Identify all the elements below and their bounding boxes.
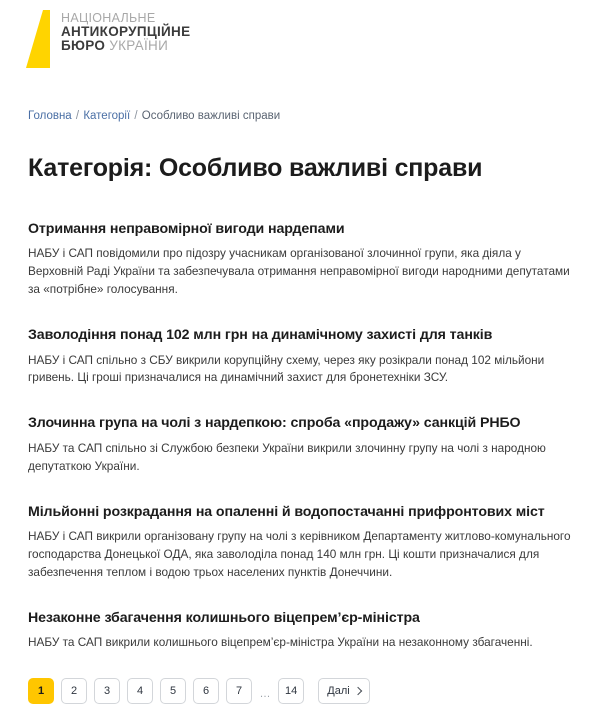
pagination — [0, 652, 611, 704]
list-item — [28, 326, 583, 387]
pagination-page-1[interactable]: 1 — [28, 678, 54, 704]
list-item — [28, 503, 583, 582]
breadcrumb — [0, 72, 611, 124]
article-list — [0, 183, 611, 652]
logo-bureau-word: БЮРО — [61, 37, 106, 53]
list-item — [28, 609, 583, 652]
pagination-next-button[interactable] — [318, 678, 369, 704]
logo-line-national: НАЦІОНАЛЬНЕ — [61, 11, 156, 25]
pagination-page-2[interactable]: 2 — [61, 678, 87, 704]
breadcrumb-link-home[interactable]: Головна — [28, 110, 72, 122]
article-excerpt: НАБУ та САП спільно зі Службою безпеки України викрили злочинну групу на чолі з народною депутаткою України. — [28, 440, 546, 473]
breadcrumb-separator: / — [134, 110, 138, 122]
pagination-ellipsis: … — [259, 688, 271, 701]
site-header — [0, 0, 611, 72]
article-title[interactable] — [28, 326, 583, 344]
breadcrumb-current: Особливо важливі справи — [141, 110, 281, 122]
article-title-link[interactable]: Отримання неправомірної вигоди нардепами — [28, 220, 345, 237]
article-title-link[interactable]: Незаконне збагачення колишнього віцепрем’єр-міністра — [28, 609, 420, 626]
pagination-page-last[interactable]: 14 — [278, 678, 304, 704]
pagination-page-5[interactable]: 5 — [160, 678, 186, 704]
article-title[interactable] — [28, 609, 583, 627]
article-title[interactable] — [28, 220, 583, 238]
pagination-page-4[interactable]: 4 — [127, 678, 153, 704]
logo-line-bureau — [61, 39, 190, 53]
pagination-page-6[interactable]: 6 — [193, 678, 219, 704]
article-excerpt: НАБУ та САП викрили колишнього віцепрем’єр-міністра України на незаконному збагаченні. — [28, 635, 533, 650]
article-title[interactable] — [28, 503, 583, 521]
pagination-page-3[interactable]: 3 — [94, 678, 120, 704]
page-title: Категорія: Особливо важливі справи — [28, 154, 483, 183]
nabu-flag-icon — [26, 10, 52, 68]
chevron-right-icon — [353, 687, 361, 695]
article-title-link[interactable]: Заволодіння понад 102 млн грн на динамічному захисті для танків — [28, 327, 493, 344]
article-excerpt: НАБУ і САП викрили організовану групу на чолі з керівником Департаменту житлово-комунального господарства Донецької ОДА, яка заволоділа понад 140 млн грн. Ці кошти призначалися для забезпечення теплом і водою трьох населених пунктів Донеччини. — [28, 529, 571, 579]
list-item — [28, 414, 583, 475]
logo-line-anticorruption: АНТИКОРУПЦІЙНЕ — [61, 23, 191, 39]
list-item — [28, 220, 583, 299]
pagination-page-7[interactable]: 7 — [226, 678, 252, 704]
pagination-next-label: Далі — [327, 685, 350, 698]
article-title[interactable] — [28, 414, 583, 432]
breadcrumb-link-categories[interactable]: Категорії — [83, 110, 131, 122]
breadcrumb-separator: / — [75, 110, 80, 122]
logo-ukraine-text: УКРАЇНИ — [109, 37, 169, 53]
article-excerpt: НАБУ і САП повідомили про підозру учасникам організованої злочинної групи, яка діяла у Верховній Раді України та забезпечувала отримання неправомірної вигоди народними депутатами за «потрібне» голосування. — [28, 246, 570, 297]
article-excerpt: НАБУ і САП спільно з СБУ викрили корупційну схему, через яку розікрали понад 102 мільйони гривень. Ці гроші призначалися на динамічний захист для бронетехніки ЗСУ. — [28, 352, 545, 385]
article-title-link[interactable]: Злочинна група на чолі з нардепкою: спроба «продажу» санкцій РНБО — [28, 415, 521, 432]
site-logo[interactable] — [26, 10, 611, 68]
article-title-link[interactable]: Мільйонні розкрадання на опаленні й водопостачанні прифронтових міст — [28, 503, 545, 520]
logo-text — [61, 10, 190, 52]
